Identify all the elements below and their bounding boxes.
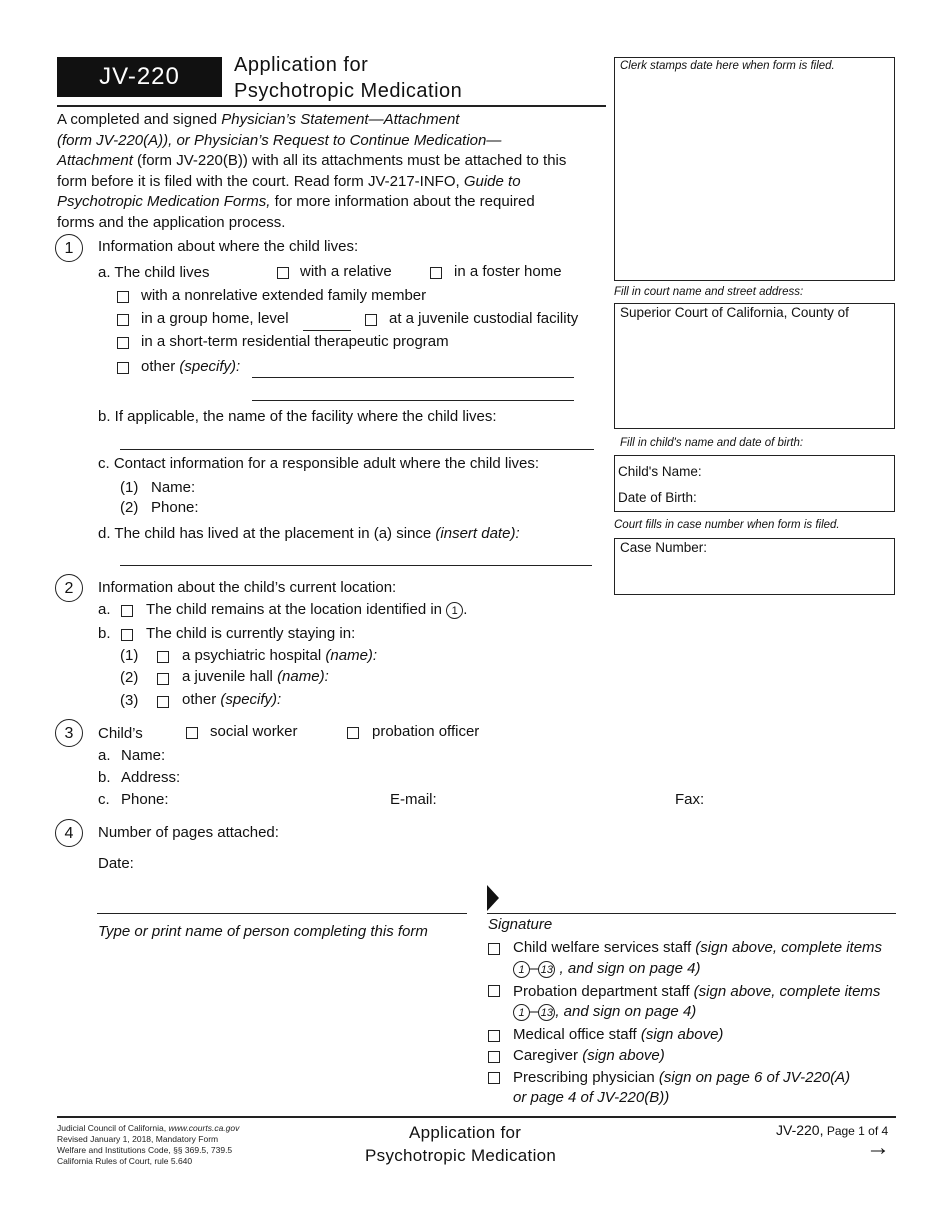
signature-line[interactable] bbox=[487, 913, 896, 914]
date-label: Date: bbox=[98, 855, 134, 872]
other-placement-input[interactable] bbox=[252, 377, 574, 378]
sig-caregiver-label bbox=[513, 1047, 665, 1064]
s2b-letter: b. bbox=[98, 625, 111, 642]
sig-italic: (sign above, complete items bbox=[693, 983, 881, 1000]
social-worker-label: social worker bbox=[210, 723, 298, 740]
sig-caregiver-checkbox[interactable] bbox=[488, 1051, 500, 1063]
child-name-label: Child's Name: bbox=[618, 464, 702, 479]
s2a-letter: a. bbox=[98, 601, 111, 618]
sig-italic: (sign above, complete items bbox=[695, 939, 883, 956]
other-text: other bbox=[141, 358, 180, 375]
juvenile-facility-checkbox[interactable] bbox=[365, 314, 377, 326]
sig-text: Caregiver bbox=[513, 1047, 583, 1064]
other-location-checkbox[interactable] bbox=[157, 696, 169, 708]
psychiatric-hospital-label bbox=[182, 647, 377, 664]
sig-child-welfare-checkbox[interactable] bbox=[488, 943, 500, 955]
remains-location-text: The child remains at the location identified in bbox=[146, 601, 443, 618]
sig-italic: , and sign on page 4) bbox=[555, 960, 701, 977]
otherloc-specify: (specify): bbox=[220, 691, 282, 708]
other-specify: (specify): bbox=[179, 358, 241, 375]
juvhall-specify: (name): bbox=[277, 668, 329, 685]
footer-citation bbox=[57, 1123, 239, 1167]
s1d-specify: (insert date): bbox=[435, 525, 520, 542]
sig-physician-checkbox[interactable] bbox=[488, 1072, 500, 1084]
probation-officer-label: probation officer bbox=[372, 723, 480, 740]
intro-text-italic: Psychotropic Medication Forms, bbox=[57, 193, 271, 210]
foster-home-checkbox[interactable] bbox=[430, 267, 442, 279]
juvenile-hall-checkbox[interactable] bbox=[157, 673, 169, 685]
s2b2-num: (2) bbox=[120, 669, 139, 686]
s1d-label bbox=[98, 525, 520, 542]
psychiatric-hospital-checkbox[interactable] bbox=[157, 651, 169, 663]
s1a-label: a. The child lives bbox=[98, 264, 210, 281]
child-dob-label: Date of Birth: bbox=[618, 490, 697, 505]
court-caption: Fill in court name and street address: bbox=[614, 286, 804, 298]
section-2-heading: Information about the child’s current location: bbox=[98, 579, 397, 596]
other-location-label bbox=[182, 691, 281, 708]
sig-physician-label bbox=[513, 1069, 850, 1086]
group-home-checkbox[interactable] bbox=[117, 314, 129, 326]
intro-text-italic: Physician’s Statement—Attachment bbox=[221, 111, 460, 128]
s1c1-num: (1) bbox=[120, 479, 139, 496]
signature-arrow-icon bbox=[487, 885, 499, 911]
s1c2-num: (2) bbox=[120, 499, 139, 516]
s1c-label: c. Contact information for a responsible adult where the child lives: bbox=[98, 455, 540, 472]
footer-page-number: Page 1 of 4 bbox=[823, 1124, 889, 1138]
clerk-stamp-box bbox=[614, 57, 895, 281]
s2b3-num: (3) bbox=[120, 692, 139, 709]
section-3-heading: Child’s bbox=[98, 725, 143, 742]
dash: – bbox=[530, 1003, 539, 1020]
form-title-line2: Psychotropic Medication bbox=[234, 80, 463, 102]
signature-label: Signature bbox=[488, 916, 553, 933]
intro-text-italic: Attachment bbox=[57, 152, 133, 169]
dash: – bbox=[530, 960, 539, 977]
sig-child-welfare-items bbox=[513, 960, 700, 978]
intro-text: form before it is filed with the court. Read form JV-217-INFO, bbox=[57, 173, 464, 190]
section-1-heading: Information about where the child lives: bbox=[98, 238, 359, 255]
s3a-letter: a. bbox=[98, 747, 111, 764]
psych-specify: (name): bbox=[325, 647, 378, 664]
item-ref-13: 13 bbox=[538, 961, 555, 978]
next-page-arrow-icon[interactable]: → bbox=[866, 1134, 890, 1161]
with-relative-label: with a relative bbox=[300, 263, 392, 280]
facility-name-input[interactable] bbox=[120, 449, 594, 450]
section-ref-1: 1 bbox=[446, 602, 463, 619]
sig-text: Child welfare services staff bbox=[513, 939, 696, 956]
sig-text: Medical office staff bbox=[513, 1026, 641, 1043]
other-placement-input-2[interactable] bbox=[252, 400, 574, 401]
footer-form-id: JV-220, bbox=[776, 1122, 824, 1138]
form-id-badge bbox=[57, 57, 222, 97]
sig-medical-label bbox=[513, 1026, 723, 1043]
placement-date-input[interactable] bbox=[120, 565, 592, 566]
item-ref-1: 1 bbox=[513, 1004, 530, 1021]
intro-text-italic: Guide to bbox=[463, 173, 521, 190]
s3b-label: Address: bbox=[121, 769, 181, 786]
section-1-number: 1 bbox=[55, 234, 83, 262]
child-caption: Fill in child's name and date of birth: bbox=[620, 437, 804, 449]
footer-title-2: Psychotropic Medication bbox=[365, 1146, 557, 1165]
nonrelative-label: with a nonrelative extended family member bbox=[141, 287, 427, 304]
form-id: JV-220 bbox=[99, 63, 180, 90]
juvhall-text: a juvenile hall bbox=[182, 668, 278, 685]
social-worker-checkbox[interactable] bbox=[186, 727, 198, 739]
section-4-heading: Number of pages attached: bbox=[98, 824, 279, 841]
s3b-letter: b. bbox=[98, 769, 111, 786]
court-name-field[interactable] bbox=[614, 303, 895, 429]
section-2-number: 2 bbox=[55, 574, 83, 602]
clerk-stamp-label: Clerk stamps date here when form is filed. bbox=[620, 60, 835, 72]
sig-probation-items bbox=[513, 1003, 696, 1021]
group-home-level-input[interactable] bbox=[303, 330, 351, 331]
citation-text: Judicial Council of California, bbox=[57, 1123, 169, 1133]
email-label: E-mail: bbox=[390, 791, 437, 808]
sig-probation-label bbox=[513, 983, 880, 1000]
s1c1-label: Name: bbox=[151, 479, 196, 496]
juvenile-hall-label bbox=[182, 668, 329, 685]
child-info-field[interactable] bbox=[614, 455, 895, 512]
header-rule bbox=[57, 105, 606, 107]
other-placement-checkbox[interactable] bbox=[117, 362, 129, 374]
group-home-label: in a group home, level bbox=[141, 310, 289, 327]
sig-probation-checkbox[interactable] bbox=[488, 985, 500, 997]
probation-officer-checkbox[interactable] bbox=[347, 727, 359, 739]
sig-medical-checkbox[interactable] bbox=[488, 1030, 500, 1042]
sig-italic: , and sign on page 4) bbox=[555, 1003, 697, 1020]
intro-text: for more information about the required bbox=[270, 193, 535, 210]
citation-text: Revised January 1, 2018, Mandatory Form bbox=[57, 1134, 219, 1144]
otherloc-text: other bbox=[182, 691, 221, 708]
psych-text: a psychiatric hospital bbox=[182, 647, 326, 664]
s3c-letter: c. bbox=[98, 791, 110, 808]
currently-staying-label: The child is currently staying in: bbox=[146, 625, 356, 642]
item-ref-13: 13 bbox=[538, 1004, 555, 1021]
fax-label: Fax: bbox=[675, 791, 705, 808]
strtp-label: in a short-term residential therapeutic program bbox=[141, 333, 449, 350]
footer-title-1: Application for bbox=[409, 1123, 522, 1142]
s2b1-num: (1) bbox=[120, 647, 139, 664]
intro-text: (form JV-220(B)) with all its attachments must be attached to this bbox=[132, 152, 567, 169]
citation-text: Welfare and Institutions Code, §§ 369.5, 739.5 bbox=[57, 1145, 233, 1155]
juvenile-facility-label: at a juvenile custodial facility bbox=[389, 310, 579, 327]
s1d-text: d. The child has lived at the placement in (a) since bbox=[98, 525, 436, 542]
citation-text: California Rules of Court, rule 5.640 bbox=[57, 1156, 193, 1166]
nonrelative-checkbox[interactable] bbox=[117, 291, 129, 303]
s3c-label: Phone: bbox=[121, 791, 169, 808]
sig-text: Prescribing physician bbox=[513, 1069, 659, 1086]
currently-staying-checkbox[interactable] bbox=[121, 629, 133, 641]
sig-italic: (sign on page 6 of JV-220(A) bbox=[658, 1069, 851, 1086]
strtp-checkbox[interactable] bbox=[117, 337, 129, 349]
case-number-label: Case Number: bbox=[620, 540, 708, 555]
sig-italic: (sign above) bbox=[640, 1026, 724, 1043]
s3a-label: Name: bbox=[121, 747, 166, 764]
s1b-label: b. If applicable, the name of the facility where the child lives: bbox=[98, 408, 497, 425]
remains-location-checkbox[interactable] bbox=[121, 605, 133, 617]
sig-child-welfare-label bbox=[513, 939, 882, 956]
footer-rule bbox=[57, 1116, 896, 1118]
other-placement-label bbox=[141, 358, 240, 375]
form-title-line1: Application for bbox=[234, 54, 369, 76]
sig-text: Probation department staff bbox=[513, 983, 694, 1000]
sig-physician-label-2: or page 4 of JV-220(B)) bbox=[513, 1089, 670, 1106]
court-name-text: Superior Court of California, County of bbox=[620, 305, 849, 320]
sig-italic: (sign above) bbox=[582, 1047, 665, 1064]
remains-location-label: The child remains at the location identified in 1 . bbox=[146, 601, 468, 618]
case-caption: Court fills in case number when form is filed. bbox=[614, 519, 840, 531]
print-name-input[interactable] bbox=[97, 913, 467, 914]
case-number-field[interactable] bbox=[614, 538, 895, 595]
s1c2-label: Phone: bbox=[151, 499, 199, 516]
section-4-number: 4 bbox=[55, 819, 83, 847]
intro-text: forms and the application process. bbox=[57, 214, 286, 231]
with-relative-checkbox[interactable] bbox=[277, 267, 289, 279]
print-name-caption: Type or print name of person completing this form bbox=[98, 923, 428, 940]
foster-home-label: in a foster home bbox=[454, 263, 562, 280]
intro-text: A completed and signed bbox=[57, 111, 222, 128]
item-ref-1: 1 bbox=[513, 961, 530, 978]
courts-link[interactable]: www.courts.ca.gov bbox=[168, 1123, 240, 1133]
section-3-number: 3 bbox=[55, 719, 83, 747]
intro-text-italic: (form JV-220(A)), or Physician’s Request to Continue Medication— bbox=[57, 132, 502, 149]
